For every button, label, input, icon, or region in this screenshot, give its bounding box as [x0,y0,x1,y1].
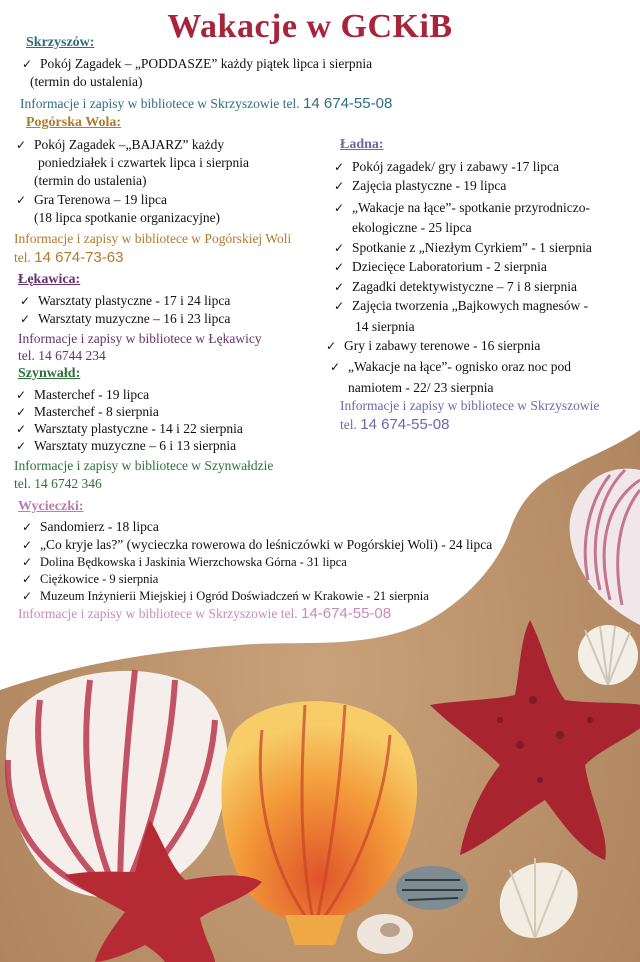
item-continuation: poniedziałek i czwartek lipca i sierpnia [38,155,250,170]
list-item: ✓ Zagadki detektywistyczne – 7 i 8 sierpnia [334,279,577,294]
list-item: ✓ Ciężkowice - 9 sierpnia [22,572,159,586]
list-item: ✓ Gra Terenowa – 19 lipca [16,192,168,207]
info-lekawica: Informacje i zapisy w bibliotece w Łękawicy [18,331,262,346]
check-icon: ✓ [334,299,345,313]
list-item: ✓ Pokój Zagadek –„BAJARZ” każdy [16,137,225,152]
check-icon: ✓ [16,388,27,402]
heading-lekawica: Łękawica: [18,272,81,287]
item-note: (18 lipca spotkanie organizacyjne) [34,210,221,225]
info-pogorska-wola: Informacje i zapisy w bibliotece w Pogórskiej Woli [14,231,292,246]
check-icon: ✓ [16,422,27,436]
list-item: ✓ Warsztaty muzyczne – 16 i 23 lipca [20,311,231,326]
check-icon: ✓ [16,439,27,453]
info-szynwald: Informacje i zapisy w bibliotece w Szynwałdzie [14,458,274,473]
check-icon: ✓ [20,294,31,308]
heading-szynwald: Szynwałd: [18,366,81,381]
heading-skrzyszow: Skrzyszów: [26,35,95,50]
list-item: ✓ Warsztaty plastyczne - 14 i 22 sierpnia [16,421,243,436]
tiny-white-shell [357,914,413,954]
check-icon: ✓ [22,589,33,603]
list-item: ✓ Zajęcia plastyczne - 19 lipca [334,178,507,193]
list-item: ✓ Gry i zabawy terenowe - 16 sierpnia [326,338,541,353]
heading-pogorska-wola: Pogórska Wola: [26,115,122,130]
grey-shell [396,866,468,910]
check-icon: ✓ [334,179,345,193]
list-item: ✓ „Wakacje na łące”- spotkanie przyrodniczo- [334,200,591,215]
check-icon: ✓ [326,339,337,353]
list-item: ✓ Spotkanie z „Niezłym Cyrkiem” - 1 sierpnia [334,240,592,255]
item-continuation: ekologiczne - 25 lipca [352,220,472,235]
item-note: (termin do ustalenia) [34,173,147,188]
heading-ladna: Ładna: [340,137,384,152]
check-icon: ✓ [334,241,345,255]
list-item: ✓ Pokój Zagadek – „PODDASZE” każdy piątek lipca i sierpnia [22,56,373,71]
list-item: ✓ Muzeum Inżynierii Miejskiej i Ogród Doświadczeń w Krakowie - 21 sierpnia [22,589,429,603]
list-item: ✓ „Wakacje na łące”- ognisko oraz noc pod [330,359,572,374]
check-icon: ✓ [16,138,27,152]
heading-wycieczki: Wycieczki: [18,499,84,514]
info-skrzyszow: Informacje i zapisy w bibliotece w Skrzyszowie tel. 14 674-55-08 [20,95,393,112]
check-icon: ✓ [22,555,33,569]
list-item: ✓ „Co kryje las?” (wycieczka rowerowa do leśniczówki w Pogórskiej Woli) - 24 lipca [22,537,493,552]
info-wycieczki: Informacje i zapisy w bibliotece w Skrzyszowie tel. 14-674-55-08 [18,605,392,622]
list-item: ✓ Sandomierz - 18 lipca [22,519,159,534]
check-icon: ✓ [22,57,33,71]
list-item: ✓ Warsztaty plastyczne - 17 i 24 lipca [20,293,231,308]
check-icon: ✓ [334,201,345,215]
check-icon: ✓ [334,160,345,174]
list-item: ✓ Masterchef - 19 lipca [16,387,150,402]
info-ladna: Informacje i zapisy w bibliotece w Skrzyszowie [340,398,600,413]
list-item: ✓ Masterchef - 8 sierpnia [16,404,159,419]
check-icon: ✓ [16,405,27,419]
item-continuation: namiotem - 22/ 23 sierpnia [348,380,494,395]
check-icon: ✓ [330,360,341,374]
phone-lekawica: tel. 14 6744 234 [18,348,106,363]
check-icon: ✓ [20,312,31,326]
phone-pogorska-wola: tel. 14 674-73-63 [14,249,124,266]
check-icon: ✓ [22,520,33,534]
list-item: ✓ Dziecięce Laboratorium - 2 sierpnia [334,259,547,274]
list-item: ✓ Zajęcia tworzenia „Bajkowych magnesów - [334,298,589,313]
list-item: ✓ Dolina Będkowska i Jaskinia Wierzchowska Górna - 31 lipca [22,555,347,569]
phone-szynwald: tel. 14 6742 346 [14,476,102,491]
phone-ladna: tel. 14 674-55-08 [340,416,450,433]
item-note: (termin do ustalenia) [30,74,143,89]
check-icon: ✓ [22,538,33,552]
check-icon: ✓ [22,572,33,586]
list-item: ✓ Warsztaty muzyczne – 6 i 13 sierpnia [16,438,237,453]
check-icon: ✓ [334,260,345,274]
small-white-shell-top [578,625,638,685]
list-item: ✓ Pokój zagadek/ gry i zabawy -17 lipca [334,159,559,174]
item-continuation: 14 sierpnia [355,319,415,334]
check-icon: ✓ [334,280,345,294]
check-icon: ✓ [16,193,27,207]
page-title: Wakacje w GCKiB [167,8,453,45]
